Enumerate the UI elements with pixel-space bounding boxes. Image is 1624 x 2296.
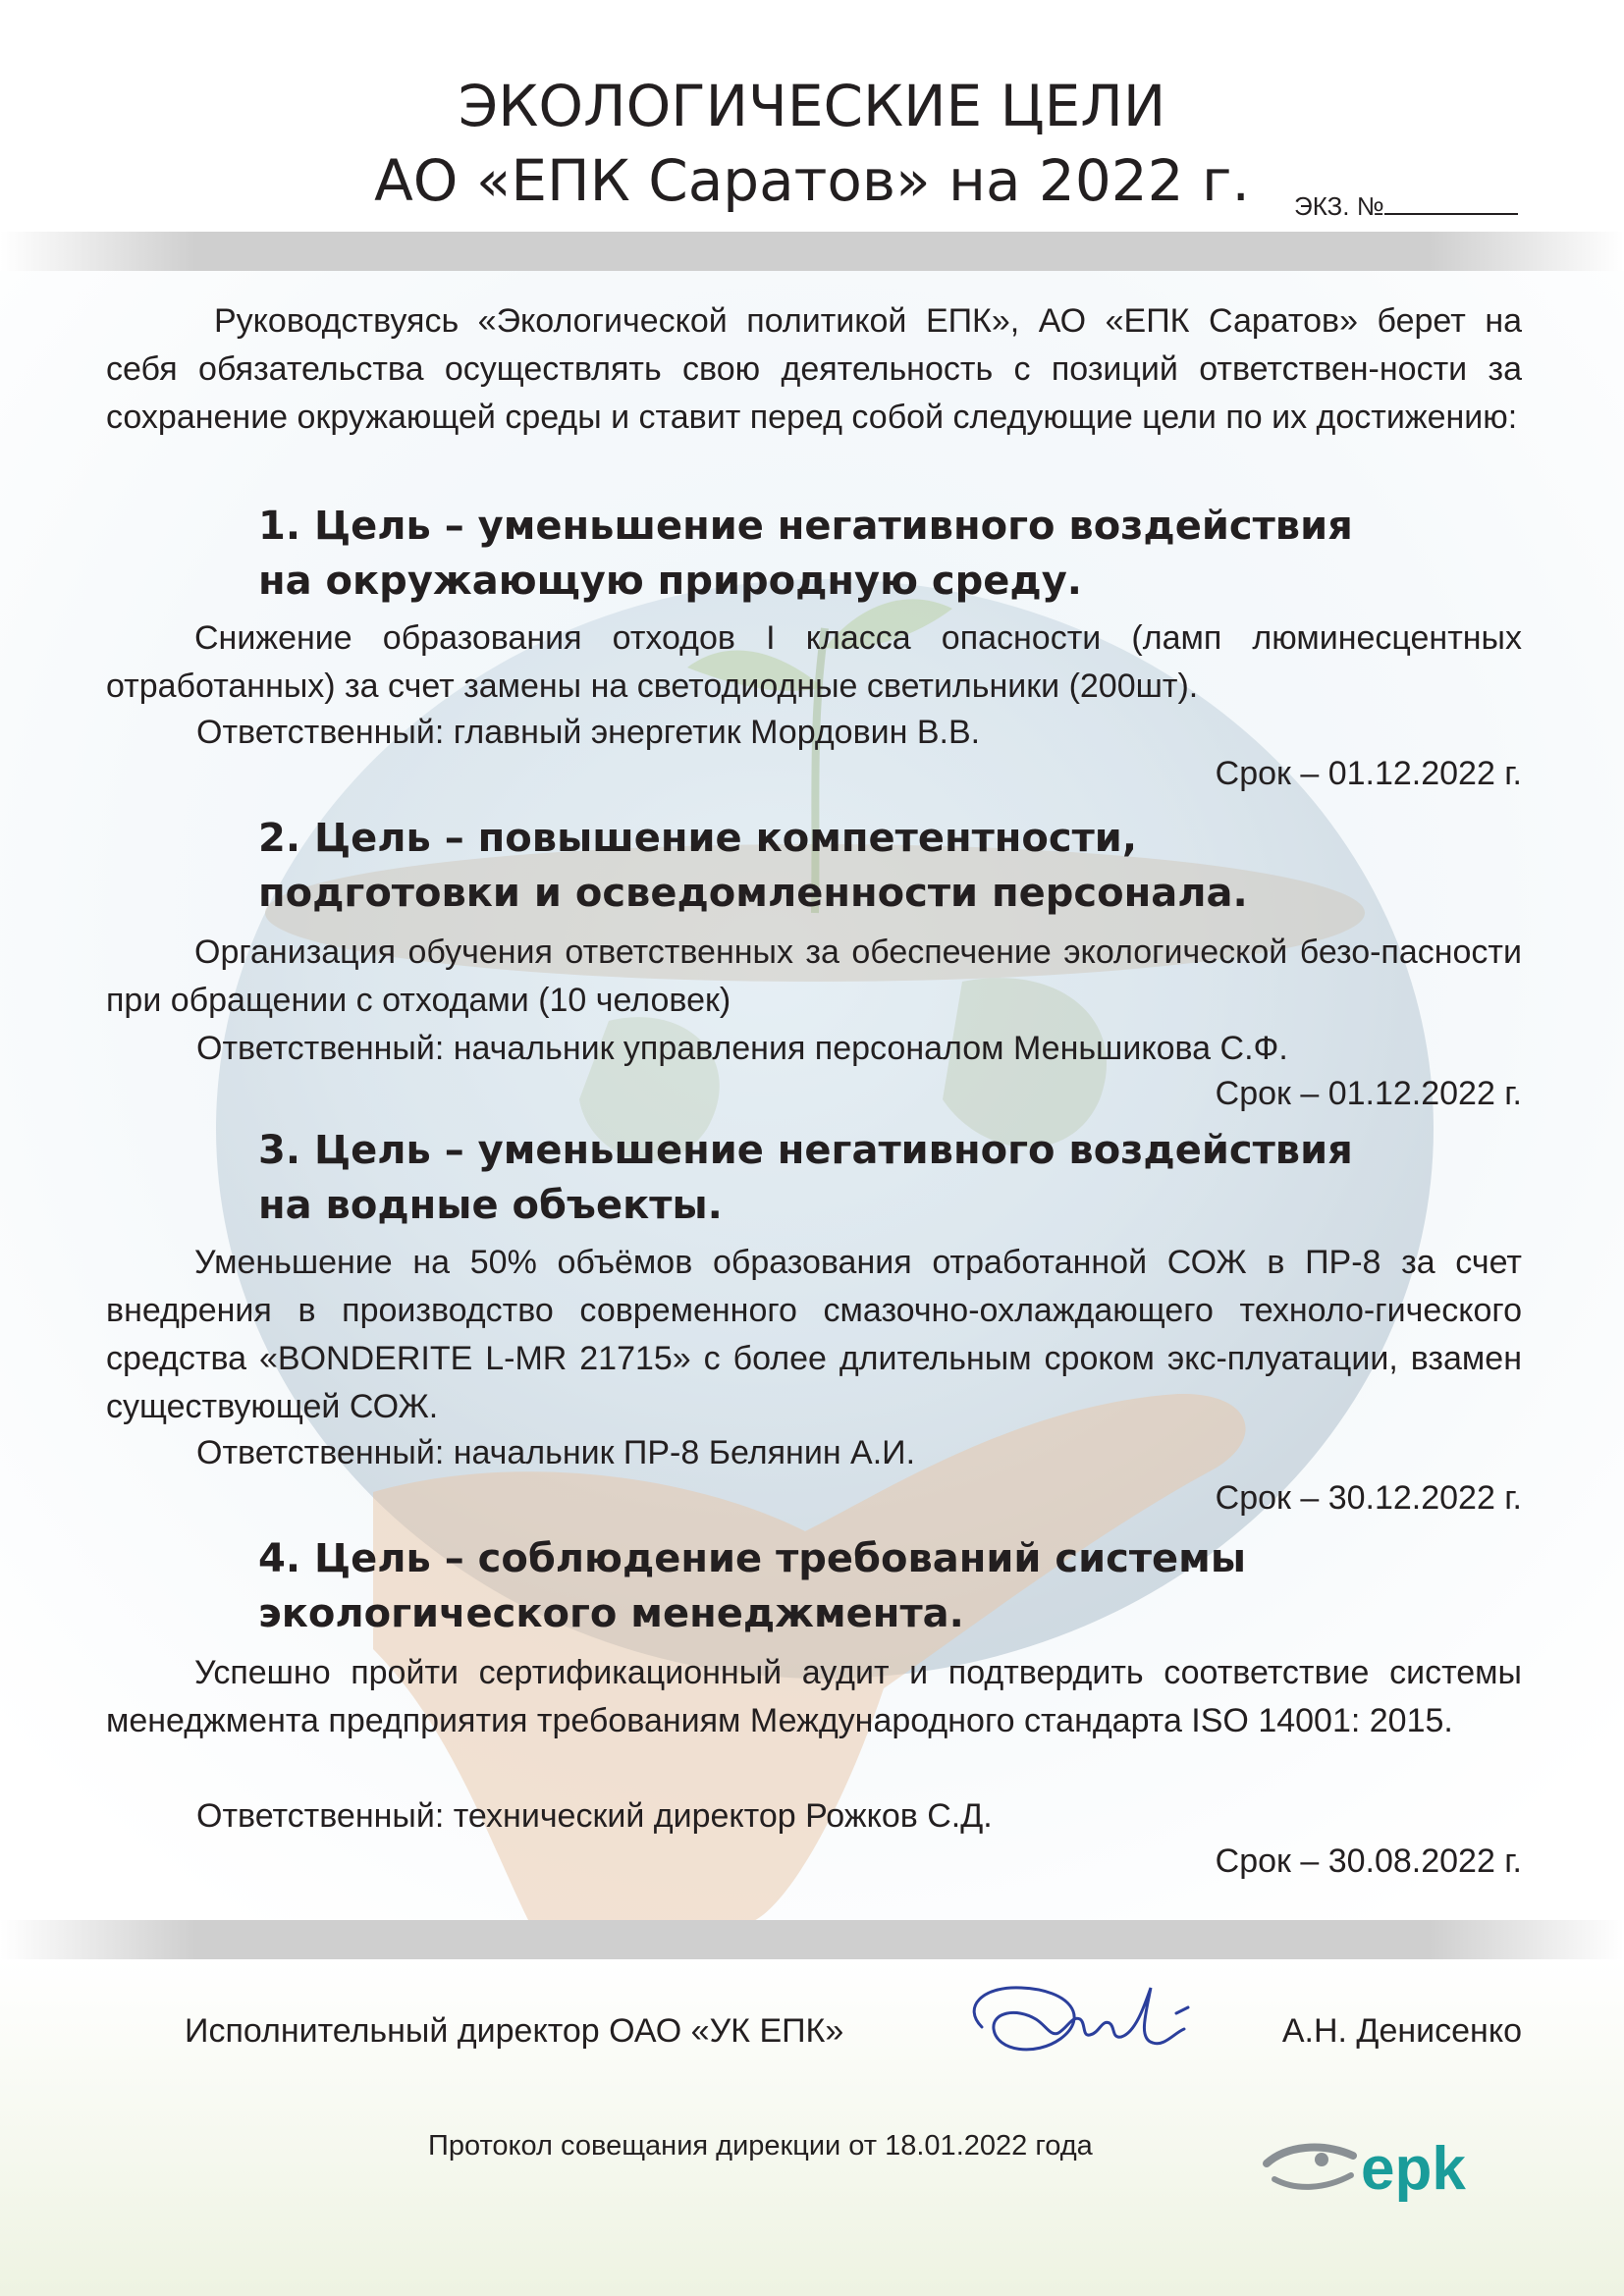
copy-number-label: ЭКЗ. № [1294, 191, 1384, 221]
copy-number [1294, 189, 1518, 222]
title-line-1: ЭКОЛОГИЧЕСКИЕ ЦЕЛИ [458, 73, 1166, 139]
goal-2-title-line-1: 2. Цель – повышение компетентности, [258, 816, 1138, 861]
goal-4-text: Успешно пройти сертификационный аудит и подтвердить соответствие системы менеджмента предприятия требованиям Международного стандарта ISO 14001: 2015. [106, 1654, 1522, 1739]
goal-4-title [258, 1531, 1387, 1641]
goal-3-text: Уменьшение на 50% объёмов образования отработанной СОЖ в ПР-8 за счет внедрения в производство современного смазочно-охлаждающего техноло-гического средства «BONDERITE L-MR 21715» с более длительным сроком экс-плуатации, взамен существующей СОЖ. [106, 1244, 1522, 1425]
goal-1-responsible: Ответственный: главный энергетик Мордовин В.В. [196, 714, 981, 751]
goal-4-deadline: Срок – 30.08.2022 г. [1215, 1842, 1522, 1880]
goal-1-title-line-2: на окружающую природную среду. [258, 559, 1082, 604]
goal-2-title-line-2: подготовки и осведомленности персонала. [258, 871, 1248, 916]
goal-3-title [258, 1123, 1387, 1233]
intro-paragraph: Руководствуясь «Экологической политикой ЕПК», АО «ЕПК Саратов» берет на себя обязательства осуществлять свою деятельность с позиций ответствен-ности за сохранение окружающей среды и ставит перед собой следующие цели по их достижению: [106, 302, 1522, 436]
goal-3-title-line-1: 3. Цель – уменьшение негативного воздействия [258, 1128, 1353, 1173]
footer-band [0, 1920, 1624, 1959]
goal-4-title-line-2: экологического менеджмента. [258, 1591, 964, 1636]
document-title [295, 69, 1329, 218]
goal-1-deadline: Срок – 01.12.2022 г. [1215, 755, 1522, 792]
handwritten-signature [943, 1968, 1218, 2086]
signatory-position: Исполнительный директор ОАО «УК ЕПК» [185, 2012, 844, 2050]
copy-number-blank [1384, 189, 1518, 215]
signatory-name: А.Н. Денисенко [1281, 2012, 1522, 2050]
protocol-note: Протокол совещания дирекции от 18.01.2022 года [428, 2130, 1093, 2162]
svg-text:epk: epk [1361, 2135, 1466, 2203]
goal-3-deadline: Срок – 30.12.2022 г. [1215, 1479, 1522, 1517]
goal-1-text: Снижение образования отходов I класса опасности (ламп люминесцентных отработанных) за счет замены на светодиодные светильники (200шт). [106, 619, 1522, 705]
header-band [0, 232, 1624, 271]
goal-3-title-line-2: на водные объекты. [258, 1183, 723, 1228]
goal-1-title-line-1: 1. Цель – уменьшение негативного воздействия [258, 504, 1353, 549]
goal-3-responsible: Ответственный: начальник ПР-8 Белянин А.И. [196, 1434, 916, 1471]
goal-2-title [258, 811, 1387, 921]
title-line-2: АО «ЕПК Саратов» на 2022 г. [374, 147, 1250, 214]
goal-2-responsible: Ответственный: начальник управления персоналом Меньшикова С.Ф. [196, 1030, 1288, 1067]
goal-2-deadline: Срок – 01.12.2022 г. [1215, 1075, 1522, 1112]
goal-4-title-line-1: 4. Цель – соблюдение требований системы [258, 1536, 1246, 1581]
epk-logo [1263, 2120, 1518, 2209]
goal-1-title [258, 499, 1387, 609]
goal-2-text: Организация обучения ответственных за обеспечение экологической безо-пасности при обращении с отходами (10 человек) [106, 934, 1522, 1019]
goal-4-responsible: Ответственный: технический директор Рожков С.Д. [196, 1797, 993, 1835]
